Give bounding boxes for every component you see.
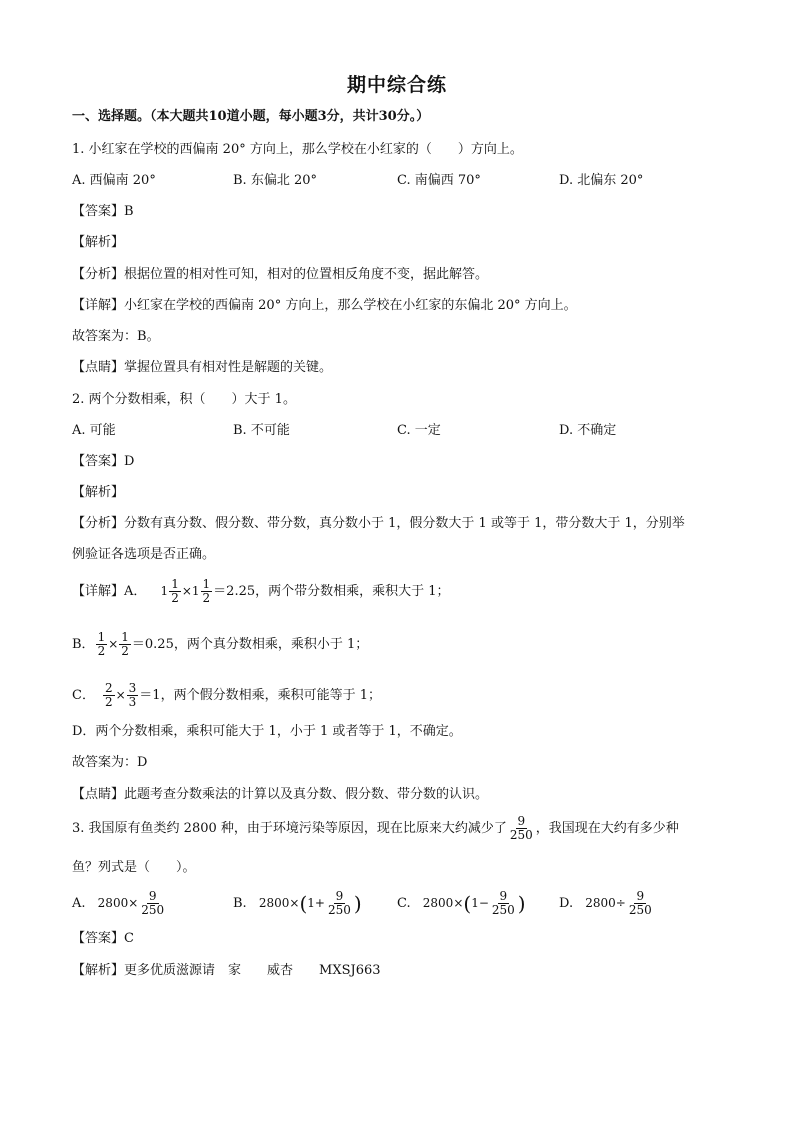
q2-b-text: ＝0.25，两个真分数相乘，乘积小于 1； <box>131 637 369 652</box>
q1-answer <box>72 203 134 221</box>
answer-label: 【答案】 <box>72 931 125 946</box>
mixed-number: 1 $\frac{1}{2}$ <box>160 577 179 605</box>
q1-answer-value: B <box>124 204 134 219</box>
q3-stem-2: 鱼？列式是（ ）。 <box>72 860 196 875</box>
gu-label: 故答案为： <box>72 329 138 344</box>
q2-stem: 2. 两个分数相乘，积（ ）大于 1。 <box>72 392 296 407</box>
q1-gu <box>72 328 160 346</box>
q2-a-text: ＝2.25，两个带分数相乘，乘积大于 1； <box>213 584 450 599</box>
q2-gu <box>72 754 147 772</box>
q2-option-b: B. 不可能 <box>233 423 290 438</box>
q3-stem-line-1 <box>72 812 679 846</box>
q2-gu-value: D <box>137 755 148 770</box>
q1-fenxi <box>72 266 488 284</box>
q2-answer-value: D <box>124 454 135 469</box>
q2-c-prefix: C． <box>72 688 95 703</box>
fenxi-label: 【分析】 <box>72 267 125 282</box>
q1-option-b: B. 东偏北 20° <box>233 173 317 188</box>
q2-dianjing-text: 此题考查分数乘法的计算以及真分数、假分数、带分数的认识。 <box>124 787 489 802</box>
q3-answer <box>72 930 134 948</box>
q3-option-a: A. 2800× $\frac{9}{250}$ <box>72 889 165 917</box>
q1-xiangjie-text: 小红家在学校的西偏南 20° 方向上，那么学校在小红家的东偏北 20° 方向上。 <box>124 298 577 313</box>
q2-c-text: ＝1，两个假分数相乘，乘积可能等于 1； <box>139 688 381 703</box>
q1-option-a: A. 西偏南 20° <box>72 173 156 188</box>
q3-stem-1: 3. 我国原有鱼类约 2800 种，由于环境污染等原因，现在比原来大约减少了 <box>72 821 507 836</box>
analysis-label: 【解析】 <box>72 963 125 978</box>
page-title: 期中综合练 <box>346 74 447 96</box>
dianjing-label: 【点睛】 <box>72 787 125 802</box>
q2-option-a: A. 可能 <box>72 423 116 438</box>
dianjing-label: 【点睛】 <box>72 360 125 375</box>
q1-xiangjie <box>72 297 577 315</box>
q2-xiangjie-a: 【详解】A． 1 $\frac{1}{2}$ ×1 $\frac{1}{2}$ ＝2.25，两个带分数相乘，乘积大于 1； <box>72 577 450 605</box>
q3-jiexi-text: 更多优质滋源请 家 威杏 MXSJ663 <box>124 963 381 978</box>
gu-label: 故答案为： <box>72 755 138 770</box>
q2-jiexi-label: 【解析】 <box>72 485 125 500</box>
q3-answer-value: C <box>124 931 134 946</box>
q3-option-c: C. 2800×(1− $\frac{9}{250}$ ) <box>397 889 526 917</box>
q2-fenxi <box>72 515 685 533</box>
fenxi-label: 【分析】 <box>72 516 125 531</box>
q1-option-d: D. 北偏东 20° <box>559 173 644 188</box>
q2-b-prefix: B． <box>72 637 95 652</box>
q1-fenxi-text: 根据位置的相对性可知，相对的位置相反角度不变，据此解答。 <box>124 267 489 282</box>
q2-fenxi-text-2: 例验证各选项是否正确。 <box>72 547 216 562</box>
q2-option-d: D. 不确定 <box>559 423 617 438</box>
answer-label: 【答案】 <box>72 454 125 469</box>
q2-option-c: C. 一定 <box>397 423 441 438</box>
q1-stem: 1. 小红家在学校的西偏南 20° 方向上，那么学校在小红家的（ ）方向上。 <box>72 142 523 157</box>
q2-xiangjie-c: C． $\frac{2}{2}$ × $\frac{3}{3}$ ＝1，两个假分数相乘，乘积可能等于 1； <box>72 681 381 709</box>
q1-option-c: C. 南偏西 70° <box>397 173 481 188</box>
section-heading: 一、选择题。（本大题共10道小题，每小题3分，共计30分。） <box>72 109 430 124</box>
q3-option-b: B. 2800×(1+ $\frac{9}{250}$ ) <box>233 889 362 917</box>
q1-gu-value: B。 <box>137 329 160 344</box>
q2-a-prefix: A． <box>124 584 147 599</box>
mixed-number: 1 $\frac{1}{2}$ <box>191 577 211 605</box>
q2-dianjing <box>72 786 488 804</box>
xiangjie-label: 【详解】 <box>72 584 125 599</box>
q2-xiangjie-b: B． $\frac{1}{2}$ × $\frac{1}{2}$ ＝0.25，两个真分数相乘，乘积小于 1； <box>72 630 369 658</box>
q1-dianjing-text: 掌握位置具有相对性是解题的关键。 <box>124 360 333 375</box>
q2-answer <box>72 453 134 471</box>
q3-option-d: D. 2800÷ $\frac{9}{250}$ <box>559 889 652 917</box>
q1-jiexi-label: 【解析】 <box>72 235 125 250</box>
q2-xiangjie-d: D．两个分数相乘，乘积可能大于 1，小于 1 或者等于 1，不确定。 <box>72 724 462 739</box>
q3-jiexi <box>72 962 381 980</box>
q2-fenxi-text-1: 分数有真分数、假分数、带分数，真分数小于 1，假分数大于 1 或等于 1，带分数大于 1，分别举 <box>124 516 685 531</box>
reduction-fraction: $\frac{9}{250}$ <box>509 814 533 842</box>
q1-dianjing <box>72 359 332 377</box>
xiangjie-label: 【详解】 <box>72 298 125 313</box>
answer-label: 【答案】 <box>72 204 125 219</box>
q3-stem-1-tail: ，我国现在大约有多少种 <box>535 821 679 836</box>
